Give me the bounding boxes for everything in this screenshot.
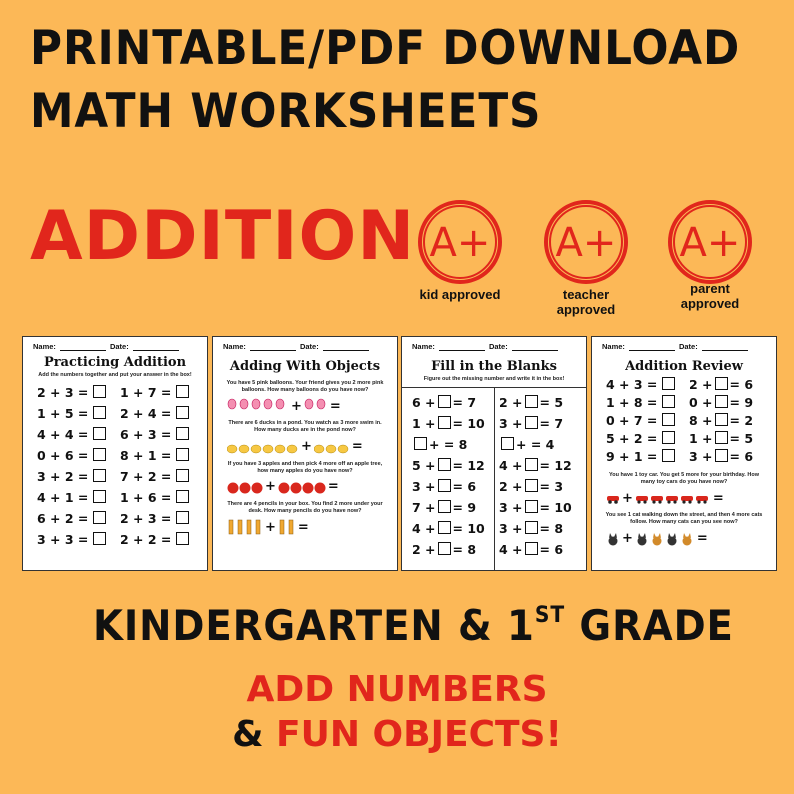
equation bbox=[499, 497, 576, 518]
car-icons bbox=[635, 492, 711, 504]
answer-box[interactable] bbox=[715, 431, 728, 444]
answer-box[interactable] bbox=[176, 511, 189, 524]
equation-right: = 7 bbox=[539, 416, 564, 431]
worksheet-fill-in-the-blanks bbox=[401, 336, 587, 571]
answer-box[interactable] bbox=[662, 413, 675, 426]
plus-sign: + bbox=[265, 479, 276, 495]
answer-box[interactable] bbox=[176, 490, 189, 503]
plus-sign: + bbox=[265, 519, 276, 535]
equation-text: 3 + 2 = bbox=[37, 469, 89, 484]
answer-box[interactable] bbox=[93, 385, 106, 398]
equation-right: = 12 bbox=[452, 458, 485, 473]
worksheet-practicing-addition bbox=[22, 336, 208, 571]
equation-right: = 12 bbox=[539, 458, 572, 473]
equals-sign: = bbox=[327, 479, 339, 495]
equation bbox=[499, 434, 576, 455]
equation-grid bbox=[592, 374, 776, 466]
equation-left: 2 + bbox=[689, 377, 713, 392]
name-label: Name: bbox=[33, 342, 56, 351]
name-date-row bbox=[213, 337, 397, 351]
word-problem: You have 1 toy car. You get 5 more for your birthday. How many toy cars do you have now? bbox=[609, 472, 759, 486]
object-equation bbox=[213, 479, 397, 495]
equation bbox=[120, 382, 197, 403]
equation bbox=[606, 376, 683, 394]
badge-grade: A+ bbox=[555, 220, 617, 266]
name-date-row bbox=[402, 337, 586, 351]
footer-fun-objects: FUN OBJECTS! bbox=[276, 714, 562, 755]
object-equation bbox=[592, 531, 776, 547]
equation-text: 0 + 7 = bbox=[606, 413, 658, 428]
badge-grade: A+ bbox=[429, 220, 491, 266]
headline-line-2: MATH WORKSHEETS bbox=[30, 84, 542, 139]
answer-box[interactable] bbox=[662, 431, 675, 444]
answer-box[interactable] bbox=[93, 490, 106, 503]
equation bbox=[499, 518, 576, 539]
equation-text: 2 + 2 = bbox=[120, 532, 172, 547]
object-equation bbox=[213, 398, 397, 414]
answer-box[interactable] bbox=[525, 458, 538, 471]
equation bbox=[606, 448, 683, 466]
equation bbox=[37, 403, 114, 424]
equation bbox=[499, 476, 576, 497]
column-divider bbox=[494, 388, 495, 571]
equation bbox=[412, 476, 489, 497]
answer-box[interactable] bbox=[176, 406, 189, 419]
equation bbox=[120, 529, 197, 550]
equation-left: 2 + bbox=[412, 542, 436, 557]
equation-text: 6 + 2 = bbox=[37, 511, 89, 526]
date-label: Date: bbox=[488, 342, 508, 351]
worksheet-addition-review bbox=[591, 336, 777, 571]
equation-left: 3 + bbox=[499, 416, 523, 431]
equation bbox=[412, 518, 489, 539]
answer-box[interactable] bbox=[662, 449, 675, 462]
equation bbox=[37, 466, 114, 487]
word-problem: You have 5 pink balloons. Your friend gives you 2 more pink balloons. How many balloons do you have now? bbox=[226, 380, 384, 394]
equation-text: 4 + 4 = bbox=[37, 427, 89, 442]
equation-text: 6 + 3 = bbox=[120, 427, 172, 442]
subject-title: ADDITION bbox=[30, 197, 416, 276]
car-icon bbox=[606, 492, 620, 504]
badge-label bbox=[660, 282, 760, 312]
footer-ampersand: & bbox=[232, 714, 277, 755]
answer-box[interactable] bbox=[525, 416, 538, 429]
date-line bbox=[702, 342, 748, 351]
equation-text: 4 + 1 = bbox=[37, 490, 89, 505]
badge-label-line-2: approved bbox=[680, 295, 740, 311]
badge-grade: A+ bbox=[679, 220, 741, 266]
answer-box[interactable] bbox=[176, 532, 189, 545]
equation-left: 1 + bbox=[412, 416, 436, 431]
answer-box[interactable] bbox=[414, 437, 427, 450]
equation-right: = 8 bbox=[452, 542, 477, 557]
duck-icons bbox=[227, 440, 299, 454]
answer-box[interactable] bbox=[176, 385, 189, 398]
equation-text: 2 + 3 = bbox=[120, 511, 172, 526]
apple-icons bbox=[278, 480, 326, 494]
equation-text: 2 + 4 = bbox=[120, 406, 172, 421]
equation-right: = 10 bbox=[452, 416, 485, 431]
name-label: Name: bbox=[412, 342, 435, 351]
equation-left: 4 + bbox=[412, 521, 436, 536]
pencil-icons bbox=[227, 519, 263, 535]
equation-left: 0 + bbox=[689, 395, 713, 410]
badge-kid bbox=[414, 196, 506, 288]
duck-icons bbox=[314, 440, 350, 454]
equation-left: 2 + bbox=[499, 395, 523, 410]
equation bbox=[37, 445, 114, 466]
answer-box[interactable] bbox=[438, 500, 451, 513]
object-equation bbox=[592, 490, 776, 506]
date-line bbox=[323, 342, 369, 351]
equation-left: 3 + bbox=[689, 449, 713, 464]
answer-box[interactable] bbox=[176, 469, 189, 482]
equation bbox=[689, 394, 766, 412]
answer-box[interactable] bbox=[525, 395, 538, 408]
badge-label-line-2: approved bbox=[556, 301, 616, 317]
worksheet-title: Addition Review bbox=[625, 359, 743, 374]
date-line bbox=[133, 342, 179, 351]
equation-left: 5 + bbox=[412, 458, 436, 473]
answer-box[interactable] bbox=[438, 458, 451, 471]
equation-text: 1 + 8 = bbox=[606, 395, 658, 410]
equation-text: 4 + 3 = bbox=[606, 377, 658, 392]
name-line bbox=[250, 342, 296, 351]
equation-left: 7 + bbox=[412, 500, 436, 515]
equation-text: 9 + 1 = bbox=[606, 449, 658, 464]
equation-right: = 6 bbox=[452, 479, 477, 494]
equation bbox=[37, 382, 114, 403]
answer-box[interactable] bbox=[93, 448, 106, 461]
equation bbox=[120, 508, 197, 529]
equation-left: 4 + bbox=[499, 542, 523, 557]
plus-sign: + bbox=[622, 531, 633, 547]
equation-right: = 5 bbox=[729, 431, 754, 446]
pencil-icons bbox=[278, 519, 296, 535]
grade-suffix: GRADE bbox=[565, 601, 734, 650]
equation bbox=[120, 445, 197, 466]
equation bbox=[689, 412, 766, 430]
date-label: Date: bbox=[109, 342, 129, 351]
equals-sign: = bbox=[696, 531, 708, 547]
equation-text: 7 + 2 = bbox=[120, 469, 172, 484]
badge-label bbox=[536, 288, 636, 318]
equation-right: = 6 bbox=[539, 542, 564, 557]
equation-left: 3 + bbox=[499, 500, 523, 515]
answer-box[interactable] bbox=[715, 449, 728, 462]
date-label: Date: bbox=[678, 342, 698, 351]
word-problem: If you have 3 apples and then pick 4 more off an apple tree, how many apples do you have now? bbox=[227, 460, 383, 474]
equation bbox=[499, 539, 576, 560]
equation-right: = 10 bbox=[452, 521, 485, 536]
equation-left: 1 + bbox=[689, 431, 713, 446]
equals-sign: = bbox=[351, 439, 363, 455]
equation bbox=[412, 413, 489, 434]
equation bbox=[120, 466, 197, 487]
equation bbox=[606, 412, 683, 430]
equation bbox=[499, 455, 576, 476]
equation-right: = 6 bbox=[729, 377, 754, 392]
plus-sign: + bbox=[291, 398, 302, 414]
answer-box[interactable] bbox=[438, 416, 451, 429]
a-plus-stamp-icon bbox=[540, 196, 632, 288]
answer-box[interactable] bbox=[176, 448, 189, 461]
equation bbox=[120, 424, 197, 445]
a-plus-stamp-icon bbox=[414, 196, 506, 288]
answer-box[interactable] bbox=[438, 542, 451, 555]
word-problem: There are 6 ducks in a pond. You watch as 3 more swim in. How many ducks are in the pond now? bbox=[228, 420, 382, 434]
date-label: Date: bbox=[299, 342, 319, 351]
name-label: Name: bbox=[602, 342, 625, 351]
equation-grid bbox=[23, 378, 207, 550]
equation bbox=[412, 392, 489, 413]
equation-text: 5 + 2 = bbox=[606, 431, 658, 446]
equation-text: 1 + 7 = bbox=[120, 385, 172, 400]
name-label: Name: bbox=[223, 342, 246, 351]
equation-left: 8 + bbox=[689, 413, 713, 428]
badge-label-line-1: teacher bbox=[562, 287, 610, 302]
a-plus-stamp-icon bbox=[664, 196, 756, 288]
equation-right: = 9 bbox=[729, 395, 754, 410]
badge-parent bbox=[664, 196, 756, 288]
name-date-row bbox=[23, 337, 207, 351]
badge-label-line-1: parent bbox=[690, 281, 730, 296]
plus-sign: + bbox=[622, 490, 633, 506]
object-equation bbox=[213, 439, 397, 455]
equation-text: 0 + 6 = bbox=[37, 448, 89, 463]
equation-left: 3 + bbox=[412, 479, 436, 494]
worksheet-instruction: Add the numbers together and put your answer in the box! bbox=[38, 372, 192, 378]
worksheet-title: Fill in the Blanks bbox=[431, 359, 557, 374]
equation-text: 1 + 6 = bbox=[120, 490, 172, 505]
footer-line-1: ADD NUMBERS bbox=[246, 669, 548, 710]
badge-label: kid approved bbox=[419, 287, 501, 302]
answer-box[interactable] bbox=[525, 521, 538, 534]
equation bbox=[37, 508, 114, 529]
equals-sign: = bbox=[329, 398, 341, 414]
equation-text: 3 + 3 = bbox=[37, 532, 89, 547]
answer-box[interactable] bbox=[715, 377, 728, 390]
headline-line-1: PRINTABLE/PDF DOWNLOAD bbox=[30, 21, 741, 76]
equation bbox=[689, 376, 766, 394]
balloon-icons bbox=[227, 398, 289, 414]
equation bbox=[689, 430, 766, 448]
object-equation bbox=[213, 519, 397, 535]
word-problem: There are 4 pencils in your box. You find 2 more under your desk. How many pencils do you have now? bbox=[227, 500, 383, 514]
answer-box[interactable] bbox=[525, 500, 538, 513]
answer-box[interactable] bbox=[662, 377, 675, 390]
equation-text: 2 + 3 = bbox=[37, 385, 89, 400]
badge-teacher bbox=[540, 196, 632, 288]
equation bbox=[412, 434, 489, 455]
equation-right: = 5 bbox=[539, 395, 564, 410]
equation bbox=[689, 448, 766, 466]
equation-right: = 9 bbox=[452, 500, 477, 515]
name-line bbox=[60, 342, 106, 351]
grade-level bbox=[93, 601, 734, 650]
grade-ordinal: ST bbox=[534, 603, 566, 628]
equation-right: = 2 bbox=[729, 413, 754, 428]
equation-right: + = 8 bbox=[429, 437, 468, 452]
equation bbox=[37, 529, 114, 550]
equation bbox=[37, 424, 114, 445]
answer-box[interactable] bbox=[501, 437, 514, 450]
plus-sign: + bbox=[301, 439, 312, 455]
equals-sign: = bbox=[297, 519, 309, 535]
equation bbox=[120, 487, 197, 508]
name-date-row bbox=[592, 337, 776, 351]
word-problem: You see 1 cat walking down the street, and then 4 more cats follow. How many cats can you see now? bbox=[605, 512, 763, 526]
divider bbox=[402, 387, 586, 388]
answer-box[interactable] bbox=[93, 406, 106, 419]
footer-line-2 bbox=[0, 714, 794, 755]
answer-box[interactable] bbox=[715, 413, 728, 426]
equation-right: = 6 bbox=[729, 449, 754, 464]
balloon-icons bbox=[304, 398, 328, 414]
answer-box[interactable] bbox=[662, 395, 675, 408]
equation-text: 1 + 5 = bbox=[37, 406, 89, 421]
name-line bbox=[629, 342, 675, 351]
answer-box[interactable] bbox=[438, 521, 451, 534]
apple-icons bbox=[227, 480, 263, 494]
grade-text: KINDERGARTEN & 1 bbox=[93, 601, 535, 650]
equation bbox=[412, 539, 489, 560]
equation-left: 3 + bbox=[499, 521, 523, 536]
answer-box[interactable] bbox=[525, 542, 538, 555]
equation bbox=[499, 413, 576, 434]
equation bbox=[606, 430, 683, 448]
equation bbox=[499, 392, 576, 413]
worksheet-instruction: Figure out the missing number and write it in the box! bbox=[423, 376, 565, 382]
equation-right: = 7 bbox=[452, 395, 477, 410]
answer-box[interactable] bbox=[525, 479, 538, 492]
equation bbox=[120, 403, 197, 424]
answer-box[interactable] bbox=[93, 532, 106, 545]
answer-box[interactable] bbox=[93, 469, 106, 482]
equation bbox=[37, 487, 114, 508]
answer-box[interactable] bbox=[715, 395, 728, 408]
equation-left: 4 + bbox=[499, 458, 523, 473]
worksheet-adding-with-objects bbox=[212, 336, 398, 571]
worksheet-title: Adding With Objects bbox=[229, 359, 381, 374]
answer-box[interactable] bbox=[93, 511, 106, 524]
equation bbox=[412, 455, 489, 476]
equation-text: 8 + 1 = bbox=[120, 448, 172, 463]
answer-box[interactable] bbox=[176, 427, 189, 440]
date-line bbox=[512, 342, 558, 351]
equation-right: + = 4 bbox=[516, 437, 555, 452]
cat-icon bbox=[606, 532, 620, 546]
equation-right: = 3 bbox=[539, 479, 564, 494]
answer-box[interactable] bbox=[438, 479, 451, 492]
answer-box[interactable] bbox=[93, 427, 106, 440]
cat-icons bbox=[635, 532, 695, 546]
equation-left: 6 + bbox=[412, 395, 436, 410]
answer-box[interactable] bbox=[438, 395, 451, 408]
equation bbox=[606, 394, 683, 412]
name-line bbox=[439, 342, 485, 351]
equation bbox=[412, 497, 489, 518]
equation-right: = 10 bbox=[539, 500, 572, 515]
equation-right: = 8 bbox=[539, 521, 564, 536]
worksheet-title: Practicing Addition bbox=[43, 355, 187, 370]
equation-left: 2 + bbox=[499, 479, 523, 494]
equals-sign: = bbox=[712, 490, 724, 506]
